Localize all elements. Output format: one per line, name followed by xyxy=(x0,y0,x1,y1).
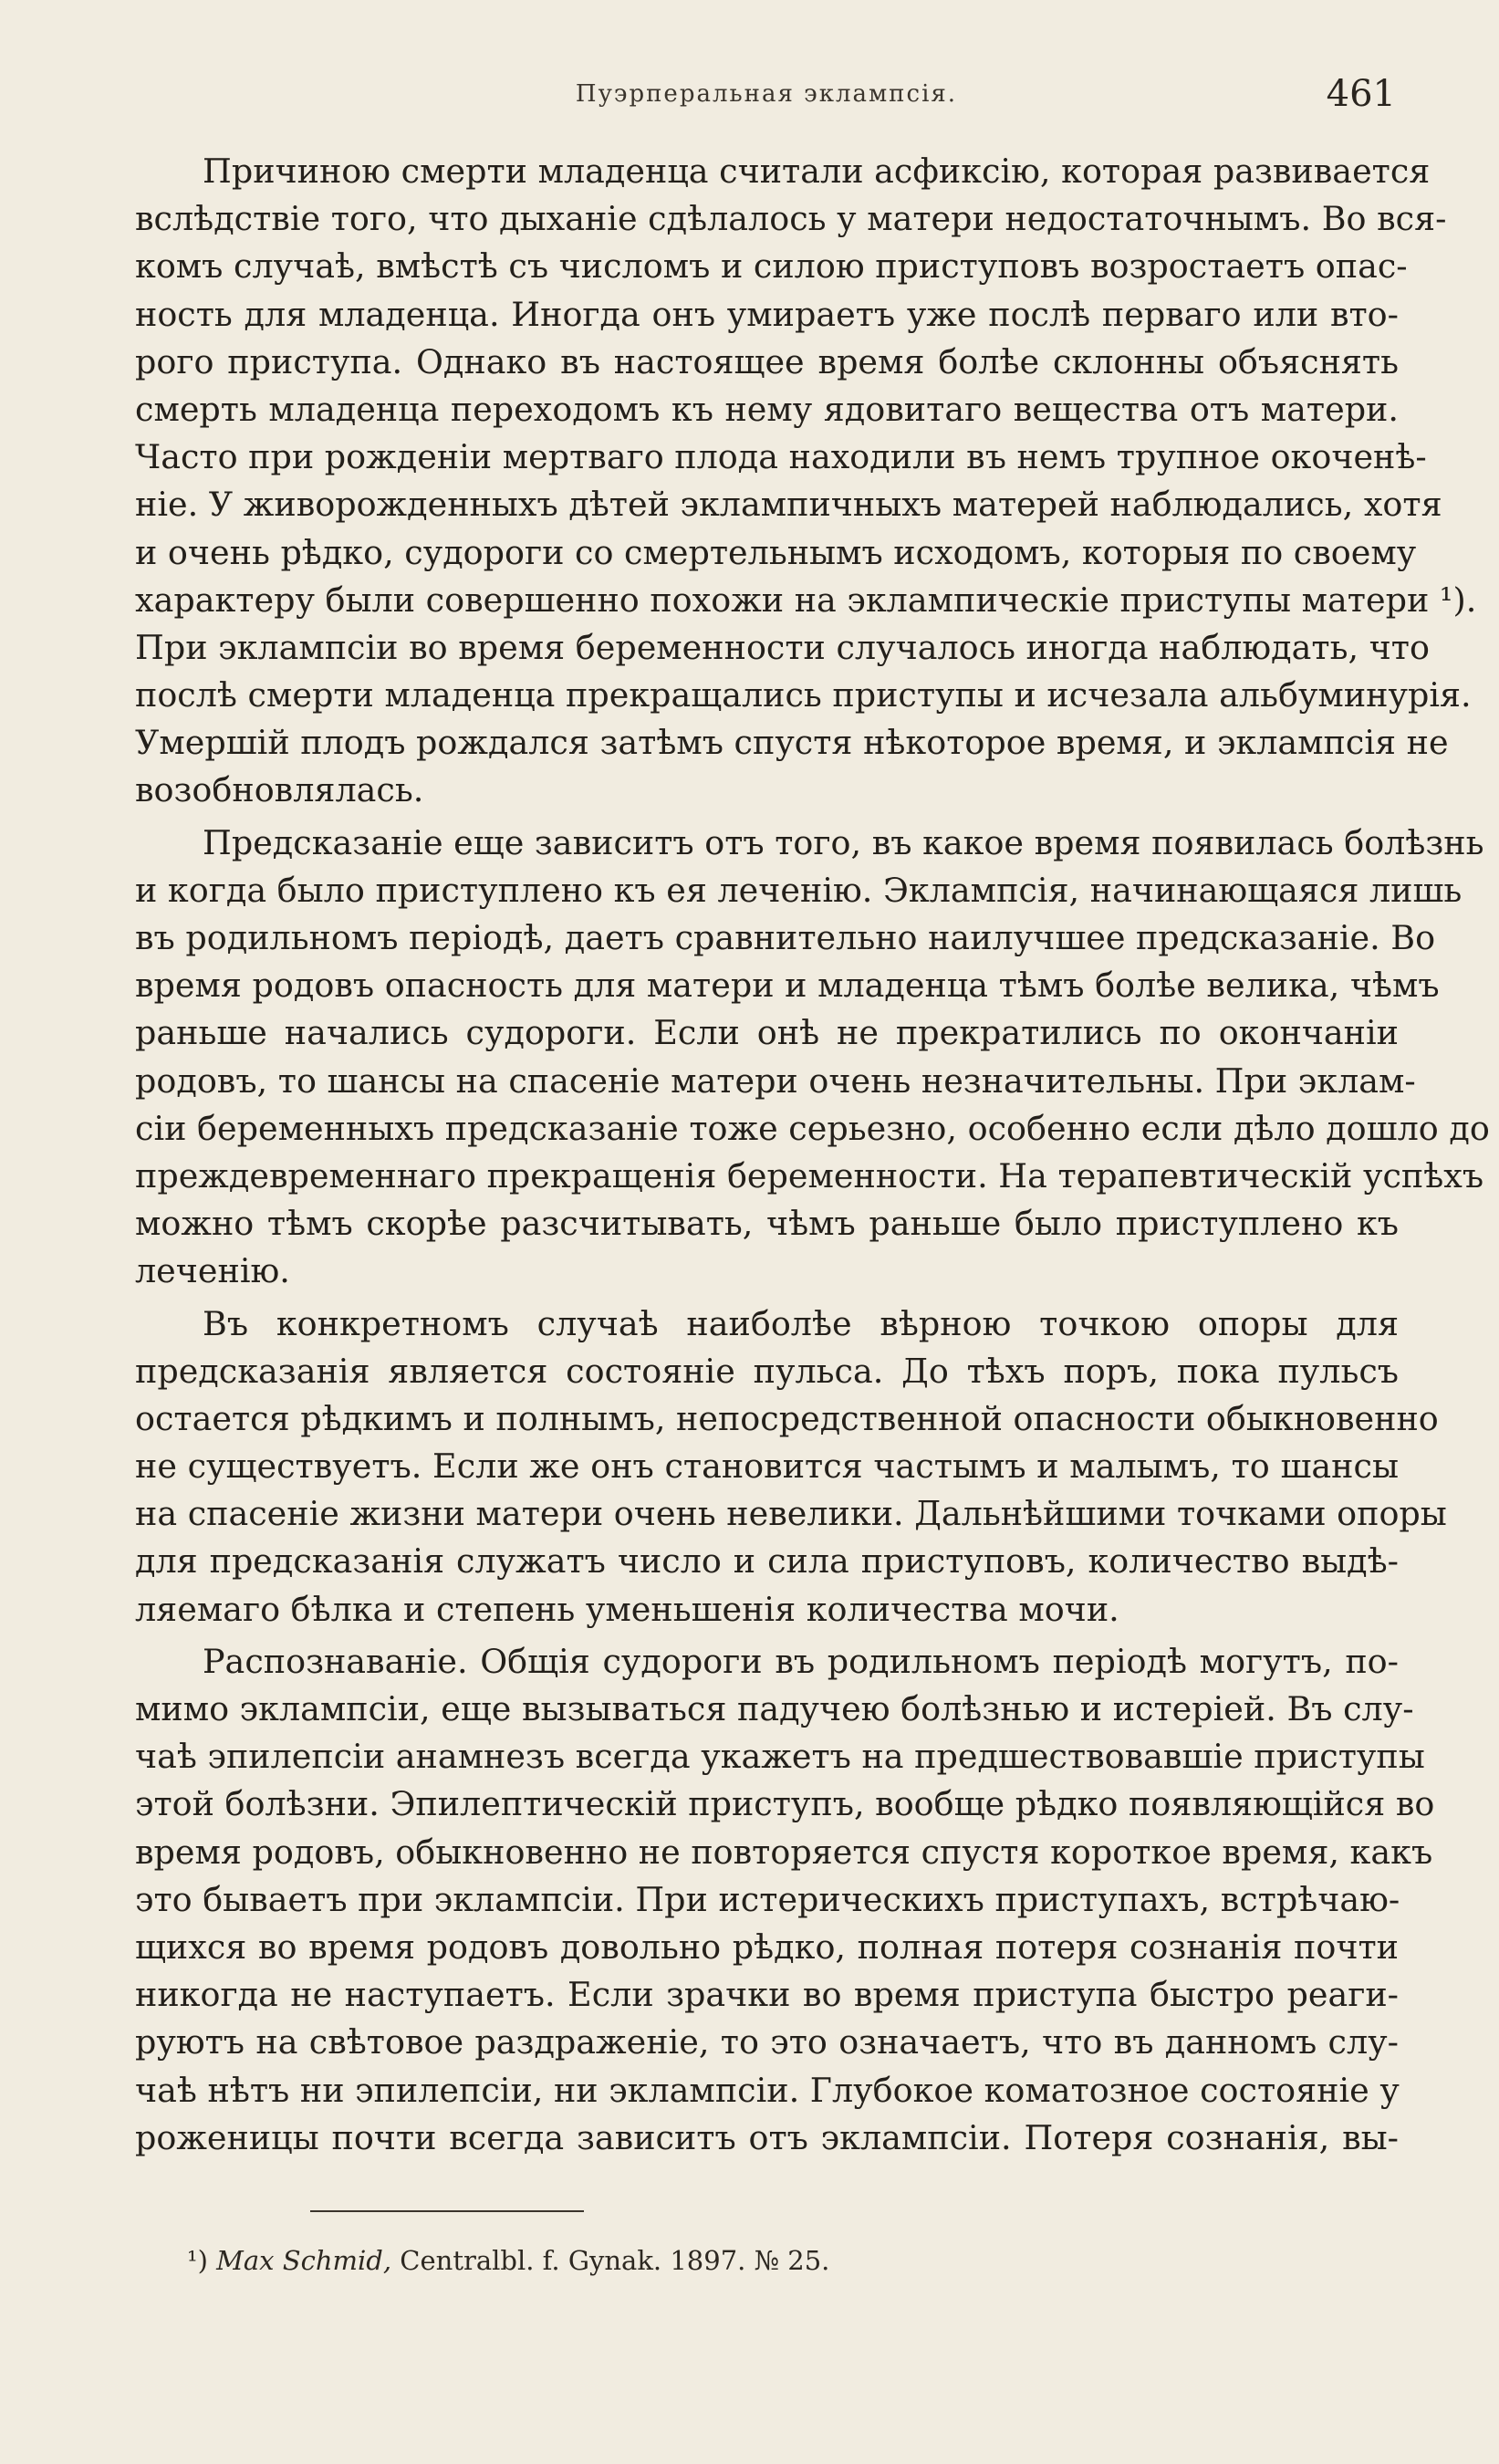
text-line: родовъ, то шансы на спасеніе матери очень незначительны. При эклам- xyxy=(135,1060,1416,1101)
footnote-author: Max Schmid, xyxy=(216,2245,392,2276)
text-line: руютъ на свѣтовое раздраженіе, то это означаетъ, что въ данномъ слу- xyxy=(135,2022,1399,2062)
text-line: для предсказанія служатъ число и сила приступовъ, количество выдѣ- xyxy=(135,1541,1399,1582)
text-line: Причиною смерти младенца считали асфиксію, которая развивается xyxy=(203,151,1431,191)
text-line: на спасеніе жизни матери очень невелики. Дальнѣйшими точками опоры xyxy=(135,1494,1447,1534)
text-line: предсказанія является состояніе пульса. До тѣхъ поръ, пока пульсъ xyxy=(135,1351,1399,1391)
text-line: ляемаго бѣлка и степень уменьшенія количества мочи. xyxy=(135,1589,1119,1629)
text-line: сіи беременныхъ предсказаніе тоже серьезно, особенно если дѣло дошло до xyxy=(135,1108,1490,1148)
page-number: 461 xyxy=(1326,73,1396,115)
text-line: и когда было приступлено къ ея леченію. Эклампсія, начинающаяся лишь xyxy=(135,870,1463,910)
text-line: послѣ смерти младенца прекращались приступы и исчезала альбуминурія. xyxy=(135,675,1472,715)
footnote xyxy=(187,2245,829,2276)
text-line: чаѣ нѣтъ ни эпилепсіи, ни эклампсіи. Глубокое коматозное состояніе у xyxy=(135,2070,1400,2110)
text-line: комъ случаѣ, вмѣстѣ съ числомъ и силою приступовъ возростаетъ опас- xyxy=(135,246,1408,287)
text-line: это бываетъ при эклампсіи. При истерическихъ приступахъ, встрѣчаю- xyxy=(135,1879,1400,1919)
text-line: Предсказаніе еще зависитъ отъ того, въ какое время появилась болѣзнь xyxy=(203,822,1484,862)
text-line: вслѣдствіе того, что дыханіе сдѣлалось у матери недостаточнымъ. Во вся- xyxy=(135,199,1447,239)
text-line: При эклампсіи во время беременности случалось иногда наблюдать, что xyxy=(135,627,1430,667)
text-line: возобновлялась. xyxy=(135,770,424,810)
text-line: раньше начались судороги. Если онѣ не прекратились по окончаніи xyxy=(135,1013,1399,1053)
text-line: можно тѣмъ скорѣе разсчитывать, чѣмъ раньше было приступлено къ xyxy=(135,1204,1399,1244)
footnote-source: Centralbl. f. Gynak. 1897. № 25. xyxy=(400,2245,830,2276)
running-title: Пуэрперальная эклампсія. xyxy=(575,80,958,108)
page-header xyxy=(137,73,1396,119)
footnote-marker: ¹) xyxy=(187,2245,208,2276)
text-line: смерть младенца переходомъ къ нему ядовитаго вещества отъ матери. xyxy=(135,389,1399,429)
text-line: не существуетъ. Если же онъ становится частымъ и малымъ, то шансы xyxy=(135,1446,1399,1487)
text-line: остается рѣдкимъ и полнымъ, непосредственной опасности обыкновенно xyxy=(135,1398,1439,1438)
text-line: леченію. xyxy=(135,1251,290,1291)
text-line: мимо эклампсіи, еще вызываться падучею болѣзнью и истеріей. Въ слу- xyxy=(135,1689,1414,1728)
text-line: никогда не наступаетъ. Если зрачки во время приступа быстро реаги- xyxy=(135,1975,1399,2015)
text-line: роженицы почти всегда зависитъ отъ эклампсіи. Потеря сознанія, вы- xyxy=(135,2117,1399,2157)
body-text xyxy=(135,148,1490,2162)
text-line: этой болѣзни. Эпилептическій приступъ, вообще рѣдко появляющійся во xyxy=(135,1784,1435,1824)
text-line: въ родильномъ періодѣ, даетъ сравнительно наилучшее предсказаніе. Во xyxy=(135,918,1436,957)
text-line: ніе. У живорожденныхъ дѣтей эклампичныхъ матерей наблюдались, хотя xyxy=(135,485,1442,525)
text-line: и очень рѣдко, судороги со смертельнымъ исходомъ, которыя по своему xyxy=(135,532,1417,572)
text-line: преждевременнаго прекращенія беременности. На терапевтическій успѣхъ xyxy=(135,1155,1484,1195)
text-line: Умершій плодъ рождался затѣмъ спустя нѣкоторое время, и эклампсія не xyxy=(135,723,1449,763)
text-line: время родовъ опасность для матери и младенца тѣмъ болѣе велика, чѣмъ xyxy=(135,966,1440,1006)
text-line: характеру были совершенно похожи на эклампическіе приступы матери ¹). xyxy=(135,579,1477,620)
footnote-divider xyxy=(310,2210,584,2212)
text-line: Распознаваніе. Общія судороги въ родильномъ періодѣ могутъ, по- xyxy=(203,1641,1399,1681)
text-line: ность для младенца. Иногда онъ умираетъ уже послѣ перваго или вто- xyxy=(135,294,1399,334)
text-line: Часто при рожденіи мертваго плода находили въ немъ трупное окоченѣ- xyxy=(135,437,1427,477)
text-line: время родовъ, обыкновенно не повторяется спустя короткое время, какъ xyxy=(135,1832,1433,1872)
text-line: Въ конкретномъ случаѣ наиболѣе вѣрною точкою опоры для xyxy=(203,1303,1399,1343)
text-line: щихся во время родовъ довольно рѣдко, полная потеря сознанія почти xyxy=(135,1926,1399,1967)
text-line: чаѣ эпилепсіи анамнезъ всегда укажетъ на предшествовавшіе приступы xyxy=(135,1737,1425,1777)
text-line: рого приступа. Однако въ настоящее время болѣе склонны объяснять xyxy=(135,341,1399,381)
